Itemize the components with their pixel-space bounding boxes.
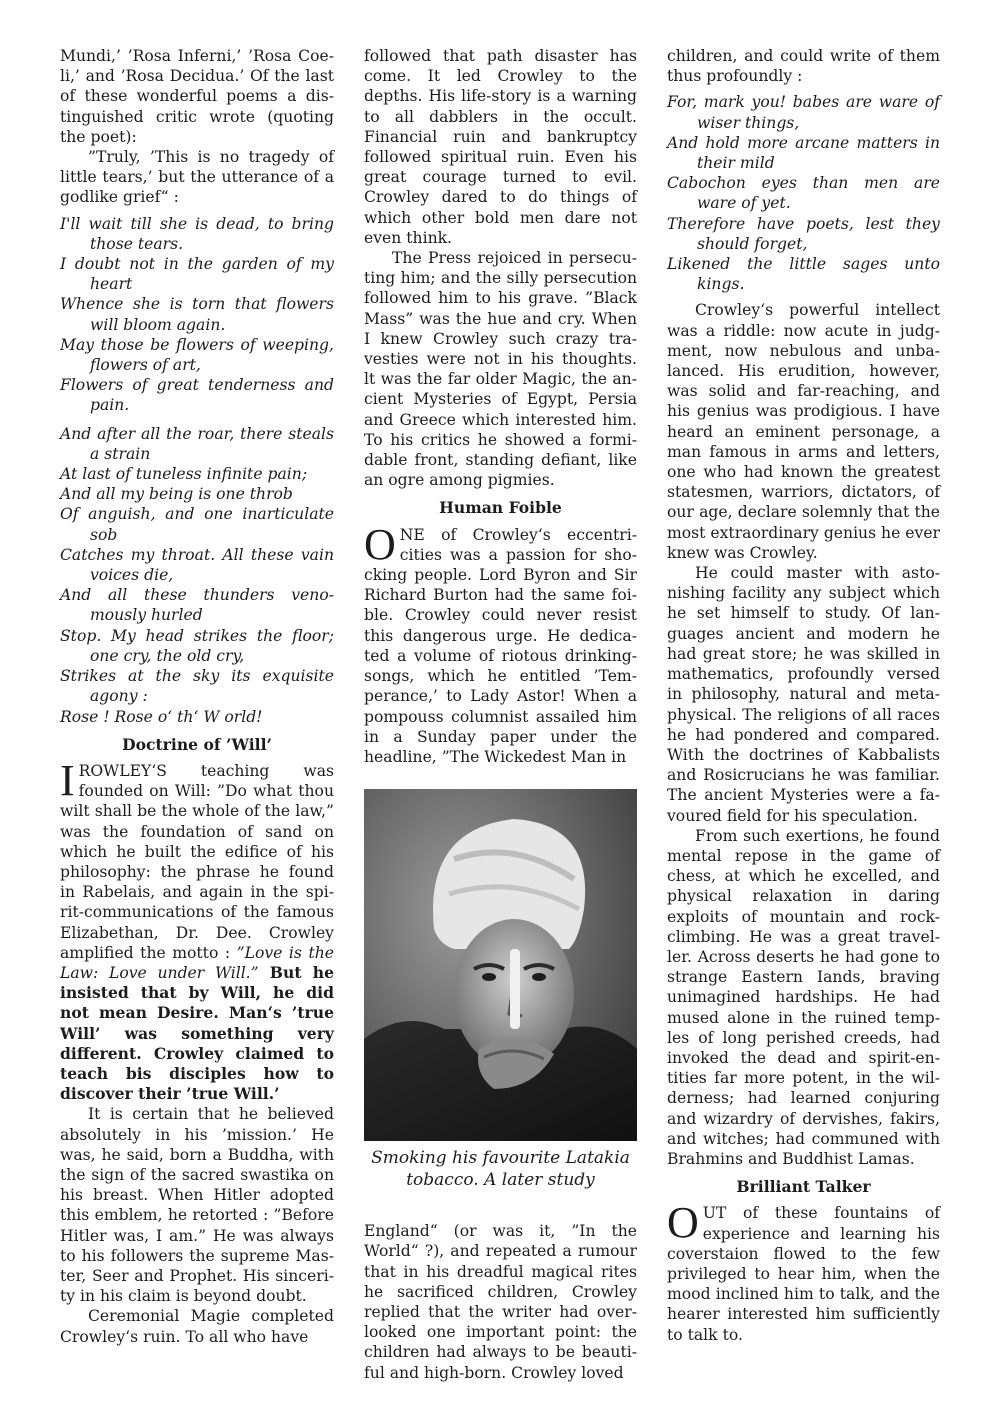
section-heading: Doctrine of ’Will’ <box>122 734 272 754</box>
poem-line: Stop. My head strikes the floor; one cry, the old cry, <box>60 626 334 665</box>
poem-line: At last of tuneless infinite pain; <box>60 465 308 484</box>
drop-cap: I <box>60 755 75 805</box>
poem-block <box>60 214 334 727</box>
paragraph: Crowley‘s powerful intellect was a riddle: now acute in judgment, now nebulous and unbalanced. His erudition, however, was solid and far-reaching, and his genius was prodigious. I have heard an eminent personage, a man famous in arms and letters, one who had known the greatest statesmen, warriors, dictators, of our age, declare solemnly that the most extraordinary genius he ever knew was Crowley. <box>667 301 941 562</box>
poem-line: Catches my throat. All these vain voices die, <box>60 545 334 585</box>
drop-cap: O <box>364 519 396 569</box>
paragraph: followed that path disaster has come. It led Crowley to the depths. His life-story is a warning to all dabblers in the occult. Financial ruin and bankruptcy followed spiritual ruin. Even his great courage turned to evil. Crowley dared to do things of which other bold men dare not even think. <box>364 47 637 247</box>
paragraph: England“ (or was it, ”In the World“ ?), and repeated a rumour that in his dreadful magical rites he sacrificed children, Crowley replied that the writer had overlooked one important point: the children had always to be beautiful and high-born. Crowley loved <box>364 1222 637 1382</box>
paragraph: It is certain that he believed absolutely in his ’mission.’ He was, he said, born a Buddha, with the sign of the sacred swastika on his breast. When Hitler adopted this emblem, he retorted : ”Before Hitler was, I am.” He was always to his followers the supreme Master, Seer and Prophet. His sincerity in his claim is beyond doubt. <box>60 1105 334 1306</box>
poem-line: May those be flowers of weeping, flowers of art, <box>60 335 334 375</box>
paragraph: ”Truly, ’This is no tragedy of little tears,’ but the utterance of a godlike grief“ : <box>60 148 334 207</box>
paragraph: Ceremonial Magie completed Crowley‘s ruin. To all who have <box>60 1307 334 1346</box>
poem-line: Cabochon eyes than men are ware of yet. <box>667 174 940 213</box>
paragraph <box>60 755 334 1104</box>
paragraph: children, and could write of them thus profoundly : <box>667 47 940 86</box>
section-heading: Brilliant Talker <box>736 1177 871 1197</box>
quote-italic: ”Love is the Law: Love under Will.” <box>60 943 334 982</box>
poem-line: And all these thunders venomously hurled <box>60 586 334 625</box>
paragraph: From such exertions, he found mental repose in the game of chess, at which he excelled, and physical relaxation in daring exploits of mountain and rock-climbing. He was a great traveller. Across deserts he had gone to strange Eastern Iands, braving unimagined hardships. He had mused alone in the ruined temples of long perished creeds, had invoked the dead and spirit-entities far more potent, in the wilderness; had learned conjuring and wizardry of dervishes, fakirs, and witches; had communed with Brahmins and Buddhist Lamas. <box>667 826 940 1168</box>
poem-line: Therefore have poets, lest they should forget, <box>667 214 940 253</box>
text-run: UT of these fountains of experience and learning his coverstaion flowed to the few privileged to hear him, when the mood inclined him to talk, and the hearer interested him sufficiently to talk to. <box>667 1204 940 1344</box>
poem-block <box>667 92 940 294</box>
column-2 <box>364 46 637 1383</box>
poem-line: Flowers of great tenderness and pain. <box>60 376 334 415</box>
column-3 <box>667 46 940 1345</box>
drop-cap: O <box>667 1198 699 1248</box>
paragraph <box>667 1198 940 1344</box>
poem-line: I doubt not in the garden of my heart <box>60 255 334 294</box>
poem-line: And hold more arcane matters in their mild <box>667 133 940 173</box>
poem-line: Likened the little sages unto kings. <box>667 255 940 294</box>
poem-line: And all my being is one throb <box>60 485 293 504</box>
poem-line: Strikes at the sky its exquisite agony : <box>60 667 334 706</box>
poem-line: Of anguish, and one inarticulate sob <box>60 505 334 544</box>
poem-line: For, mark you! babes are ware of wiser things, <box>667 93 940 132</box>
paragraph: The Press rejoiced in persecuting him; and the silly persecution followed him to his grave. ”Black Mass” was the hue and cry. When I knew Crowley such crazy travesties were not in his thoughts. lt was the far older Magic, the ancient Mysteries of Egypt, Persia and Greece which interested him. To his critics he showed a formidable front, standing defiant, like an ogre among pigmies. <box>364 249 637 490</box>
poem-line: Rose ! Rose o‘ th‘ W orld! <box>60 707 263 726</box>
paragraph: Mundi,’ ’Rosa Inferni,’ ’Rosa Coeli,’ and ’Rosa Decidua.’ Of the last of these wonderful poems a distinguished critic wrote (quoting the poet): <box>60 47 334 146</box>
text-run: ROWLEY‘S teaching was founded on Will: ”Do what thou wilt shall be the whole of the law,” was the foundation of sand on which he built the edifice of his philosophy: the phrase he found in Rabelais, and again in the spirit-communications of the famous Elizabethan, Dr. Dee. Crowley amplified the motto : <box>60 761 334 962</box>
poem-line: And after all the roar, there steals a strain <box>60 424 334 463</box>
poem-line: I'll wait till she is dead, to bring those tears. <box>60 214 334 253</box>
text-run: NE of Crowley‘s eccentricities was a passion for shocking people. Lord Byron and Sir Richard Burton had the same foible. Crowley could never resist this dangerous urge. He dedicated a volume of riotous drinking-songs, which he entitled ’Temperance,’ to Lady Astor! When a pompouss columnist assailed him in a Sunday paper under the headline, ”The Wickedest Man in <box>364 525 637 766</box>
text-bold: But he insisted that by Will, he did not mean Desire. Man‘s ’true Will’ was something very different. Crowley claimed to teach bis disciples how to discover their ’true Will.’ <box>60 962 334 1104</box>
poem-line: Whence she is torn that flowers will bloom again. <box>60 295 334 334</box>
photo-caption: Smoking his favourite Latakia tobacco. A later study <box>371 1148 630 1191</box>
portrait-photo <box>364 789 637 1141</box>
paragraph <box>364 519 637 767</box>
column-1 <box>60 46 334 1347</box>
section-heading: Human Foible <box>439 498 562 518</box>
paragraph: He could master with astonishing facility any subject which he set himself to study. Of languages ancient and modern he had great store; he was skilled in mathematics, profoundly versed in philosophy, natural and metaphysical. The religions of all races he had pondered and compared. With the doctrines of Kabbalists and Rosicrucians he was familiar. The ancient Mysteries were a favoured field for his speculation. <box>667 564 940 825</box>
